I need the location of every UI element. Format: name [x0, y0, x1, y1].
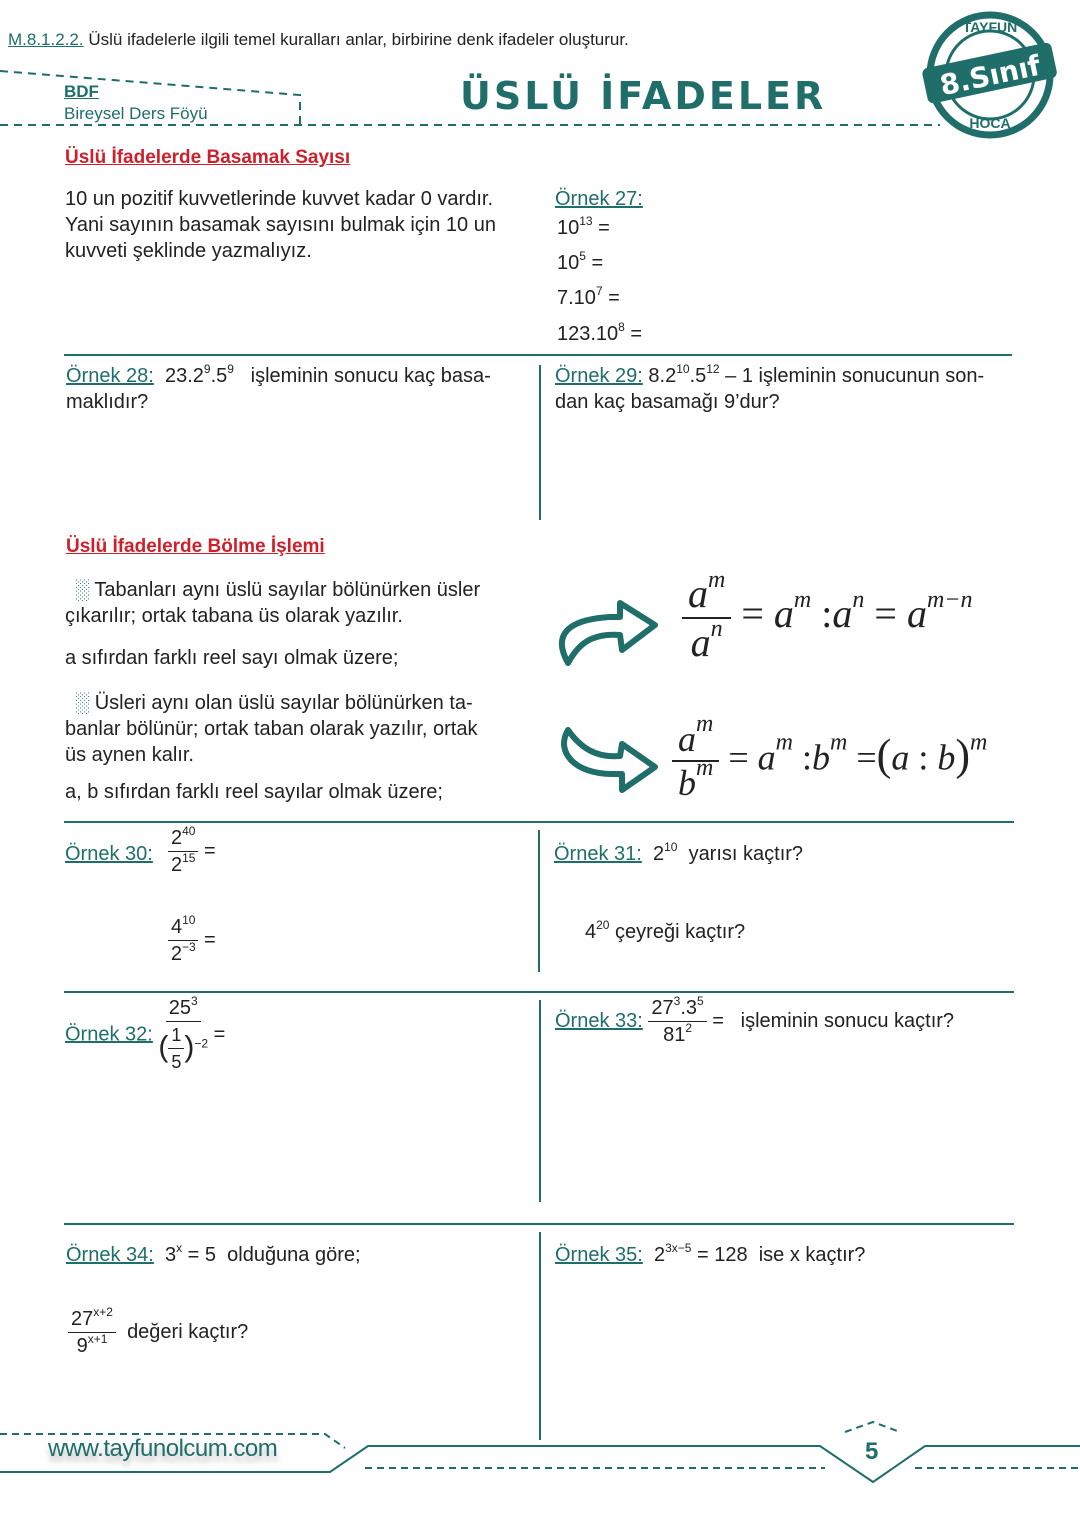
- objective-text: Üslü ifadelerle ilgili temel kuralları anlar, birbirine denk ifadeler oluşturur.: [88, 30, 629, 49]
- example-28-cont: maklıdır?: [66, 391, 149, 413]
- example-29: Örnek 29: $8.2^{10}.5^{12} - 1$ işleminin sonucunun son-: [555, 362, 985, 387]
- bullet-icon: ░: [75, 579, 90, 601]
- divider: [64, 1223, 1014, 1225]
- rule-1: ░ Tabanları aynı üslü sayılar bölünürken üsler: [75, 579, 481, 601]
- curved-arrow-icon: [550, 595, 660, 670]
- stamp-logo: [922, 10, 1058, 140]
- bdf-label: BDF: [64, 82, 99, 101]
- svg-text:HOCA: HOCA: [969, 115, 1011, 131]
- example-27-label: Örnek 27:: [555, 188, 643, 210]
- example-27-item: $7.10^7$ =: [557, 284, 620, 309]
- objective: [8, 30, 629, 50]
- example-34: Örnek 34: $3^x = 5$ olduğuna göre;: [66, 1241, 361, 1266]
- example-29-cont: dan kaç basamağı 9’dur?: [555, 391, 780, 413]
- column-divider: [539, 365, 541, 520]
- section-heading-division: Üslü İfadelerde Bölme İşlemi: [66, 536, 325, 557]
- example-27-item: $10^{13}$ =: [557, 214, 610, 239]
- website-link[interactable]: www.tayfunolcum.com: [48, 1435, 278, 1462]
- column-divider: [539, 1000, 541, 1202]
- example-30-label: Örnek 30:: [65, 843, 153, 865]
- example-30-fraction: $\frac{2^{40}}{2^{15}}$ =: [168, 825, 216, 878]
- bullet-icon: ░: [75, 692, 90, 714]
- divider: [64, 821, 1014, 823]
- page-number: 5: [865, 1438, 879, 1465]
- example-35: Örnek 35: $2^{3x-5} = 128$ ise x kaçtır?: [555, 1241, 866, 1266]
- example-31-b: $4^{20}$ çeyreği kaçtır?: [585, 918, 746, 943]
- page-title: ÜSLÜ İFADELER: [460, 74, 827, 118]
- divider: [64, 354, 1012, 356]
- rule-2-cont: banlar bölünür; ortak taban olarak yazılır, ortak: [65, 718, 478, 740]
- section-heading-digits: Üslü İfadelerde Basamak Sayısı: [65, 147, 351, 168]
- example-31: Örnek 31: $2^{10}$ yarısı kaçtır?: [554, 840, 804, 865]
- paragraph-line: Yani sayının basamak sayısını bulmak için 10 un: [65, 214, 496, 236]
- example-33: Örnek 33: $\frac{27^3.3^5}{81^2}$ = işleminin sonucu kaçtır?: [555, 994, 955, 1046]
- rule-2-cont: üs aynen kalır.: [65, 744, 194, 766]
- example-27-item: $10^5$ =: [557, 249, 604, 274]
- bdf-full: Bireysel Ders Föyü: [64, 104, 208, 123]
- svg-text:8.Sınıf: 8.Sınıf: [936, 48, 1044, 103]
- division-formula-same-base: $\frac{a^m}{a^n}$ = $a^m$ $:a^n = a^{m-n}$: [682, 570, 972, 666]
- divider: [64, 991, 1014, 993]
- column-divider: [539, 1232, 541, 1440]
- example-32: Örnek 32: $25^3$ ( $\frac{1}{5}$ )$^{-2}$ =: [65, 994, 226, 1072]
- condition-2: a, b sıfırdan farklı reel sayılar olmak üzere;: [65, 781, 443, 803]
- example-34-fraction: $\frac{27^{x+2}}{9^{x+1}}$ değeri kaçtır?: [68, 1306, 248, 1359]
- rule-1-cont: çıkarılır; ortak tabana üs olarak yazılır.: [65, 605, 403, 627]
- division-formula-same-exponent: $\frac{a^m}{b^m}$ = $a^m$ $:b^m =(a$ : b)$^m$: [672, 718, 987, 804]
- paragraph-line: kuvveti şeklinde yazmalıyız.: [65, 240, 312, 262]
- svg-text:TAYFUN: TAYFUN: [962, 19, 1018, 35]
- curved-arrow-icon: [550, 722, 660, 797]
- rule-2: ░ Üsleri aynı olan üslü sayılar bölünürken ta-: [75, 692, 473, 714]
- example-30-fraction: $\frac{4^{10}}{2^{-3}}$ =: [168, 914, 216, 967]
- objective-code: M.8.1.2.2.: [8, 30, 84, 49]
- example-27-item: $123.10^8$ =: [557, 320, 643, 345]
- column-divider: [538, 830, 540, 972]
- paragraph-line: 10 un pozitif kuvvetlerinde kuvvet kadar 0 vardır.: [65, 188, 494, 210]
- example-28: Örnek 28: $23.2^9.5^9$ işleminin sonucu kaç basa-: [66, 362, 491, 387]
- condition-1: a sıfırdan farklı reel sayı olmak üzere;: [65, 647, 399, 669]
